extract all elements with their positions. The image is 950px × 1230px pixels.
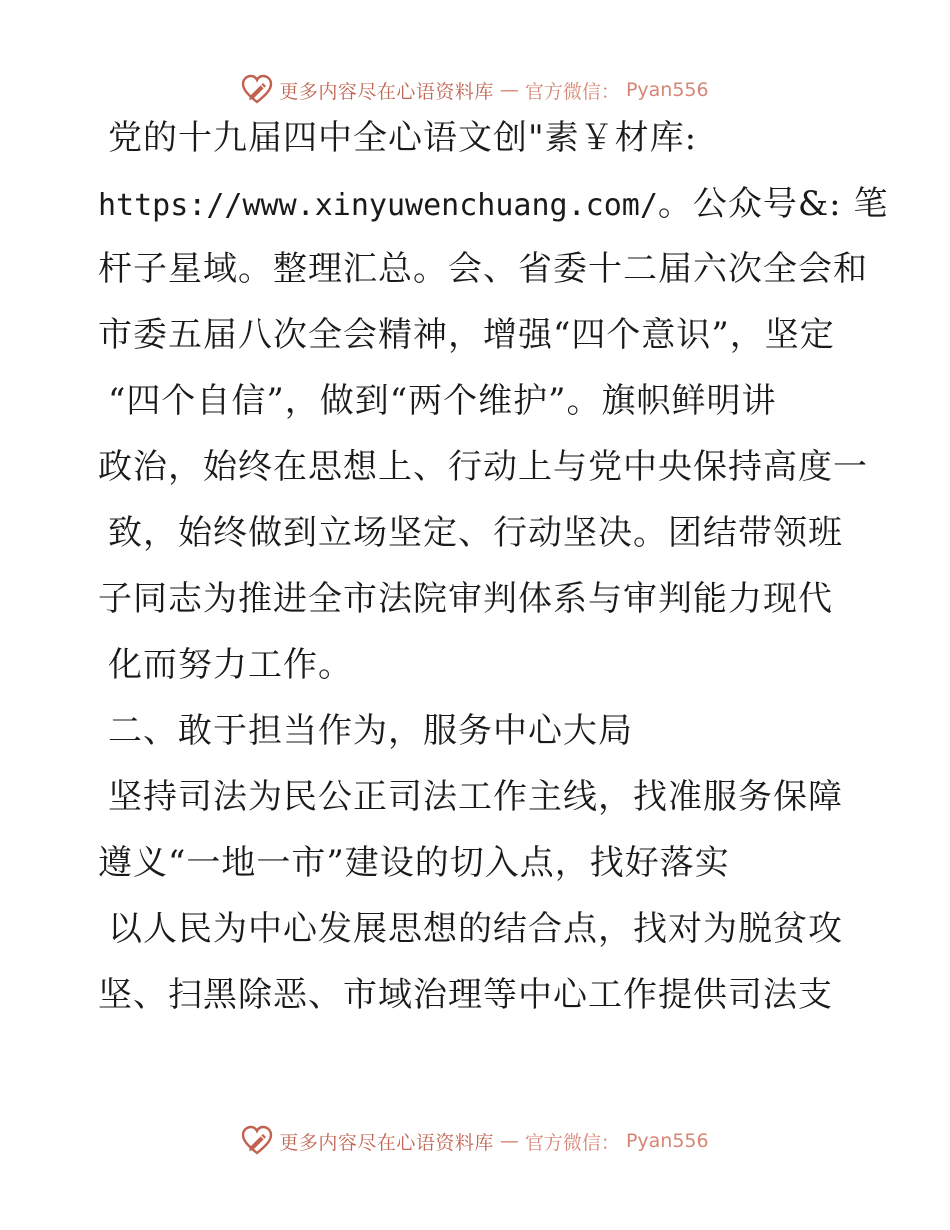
body-line-14: 坚、扫黑除恶、市域治理等中心工作提供司法支: [98, 975, 833, 1015]
heart-pen-logo-icon: [241, 74, 273, 106]
body-line-3: 杆子星域。整理汇总。会、省委十二届六次全会和: [98, 249, 868, 289]
banner-separator: —: [499, 79, 519, 101]
body-line-13: 以人民为中心发展思想的结合点，找对为脱贫攻: [108, 909, 843, 949]
body-line-4: 市委五届八次全会精神，增强“四个意识”，坚定: [98, 315, 835, 355]
body-line-1: 党的十九届四中全心语文创"素￥材库:: [108, 118, 698, 158]
body-line-8: 子同志为推进全市法院审判体系与审判能力现代: [98, 579, 833, 619]
banner-wechat-label: 官方微信：: [524, 80, 620, 103]
body-line-2-text: 。公众号&: 笔: [657, 184, 889, 224]
banner-inner: [241, 74, 708, 106]
footer-banner: [0, 1121, 950, 1161]
section-heading-2: 二、敢于担当作为，服务中心大局: [108, 711, 633, 751]
body-line-9: 化而努力工作。: [108, 645, 353, 685]
body-line-6: 政治，始终在思想上、行动上与党中央保持高度一: [98, 447, 868, 487]
banner-text: 更多内容尽在心语资料库: [279, 1131, 494, 1154]
body-line-2-url: https://www.xinyuwenchuang.com/: [98, 188, 658, 223]
body-line-5: “四个自信”，做到“两个维护”。旗帜鲜明讲: [108, 381, 777, 421]
header-banner: [0, 70, 950, 110]
body-line-12: 遵义“一地一市”建设的切入点，找好落实: [98, 843, 730, 883]
body-line-2: [98, 184, 888, 226]
banner-wechat-id: Pyan556: [625, 79, 709, 101]
body-line-11: 坚持司法为民公正司法工作主线，找准服务保障: [108, 777, 843, 817]
heart-pen-logo-icon: [241, 1125, 273, 1157]
banner-wechat-id: Pyan556: [625, 1130, 709, 1152]
banner-wechat-label: 官方微信：: [524, 1131, 620, 1154]
body-line-7: 致，始终做到立场坚定、行动坚决。团结带领班: [108, 513, 843, 553]
banner-text: 更多内容尽在心语资料库: [279, 80, 494, 103]
banner-inner: [241, 1125, 708, 1157]
banner-separator: —: [499, 1130, 519, 1152]
